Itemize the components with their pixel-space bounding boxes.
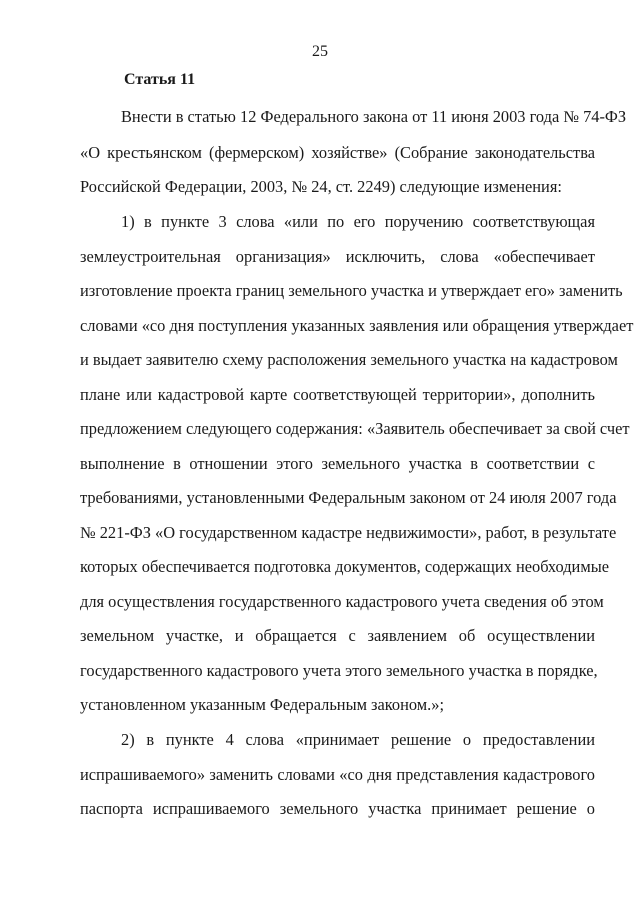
text-line: и выдает заявителю схему расположения земельного участка на кадастровом <box>80 350 618 369</box>
text-line: № 221-ФЗ «О государственном кадастре недвижимости», работ, в результате <box>80 523 617 542</box>
text-line: плане или кадастровой карте соответствующей территории», дополнить <box>80 385 595 404</box>
text-line: землеустроительная организация» исключить, слова «обеспечивает <box>80 247 595 266</box>
article-heading: Статья 11 <box>124 71 196 88</box>
text-line: 2) в пункте 4 слова «принимает решение о предоставлении <box>121 730 595 749</box>
text-line: Внести в статью 12 Федерального закона от 11 июня 2003 года № 74-ФЗ <box>121 107 627 126</box>
text-line: государственного кадастрового учета этого земельного участка в порядке, <box>80 661 598 680</box>
text-line: требованиями, установленными Федеральным законом от 24 июля 2007 года <box>80 488 617 507</box>
text-line: предложением следующего содержания: «Заявитель обеспечивает за свой счет <box>80 419 630 438</box>
text-line: которых обеспечивается подготовка документов, содержащих необходимые <box>80 557 609 576</box>
text-line: земельном участке, и обращается с заявлением об осуществлении <box>80 626 595 645</box>
text-line: 1) в пункте 3 слова «или по его поручению соответствующая <box>121 212 595 231</box>
text-line: Российской Федерации, 2003, № 24, ст. 2249) следующие изменения: <box>80 177 562 196</box>
text-line: изготовление проекта границ земельного участка и утверждает его» заменить <box>80 281 623 300</box>
text-line: испрашиваемого» заменить словами «со дня представления кадастрового <box>80 765 595 784</box>
text-line: выполнение в отношении этого земельного участка в соответствии с <box>80 454 595 473</box>
text-line: словами «со дня поступления указанных заявления или обращения утверждает <box>80 316 634 335</box>
text-line: установленном указанным Федеральным законом.»; <box>80 695 445 714</box>
text-line: для осуществления государственного кадастрового учета сведения об этом <box>80 592 604 611</box>
page-number: 25 <box>312 43 328 60</box>
text-line: «О крестьянском (фермерском) хозяйстве» (Собрание законодательства <box>80 143 595 162</box>
text-line: паспорта испрашиваемого земельного участка принимает решение о <box>80 799 595 818</box>
